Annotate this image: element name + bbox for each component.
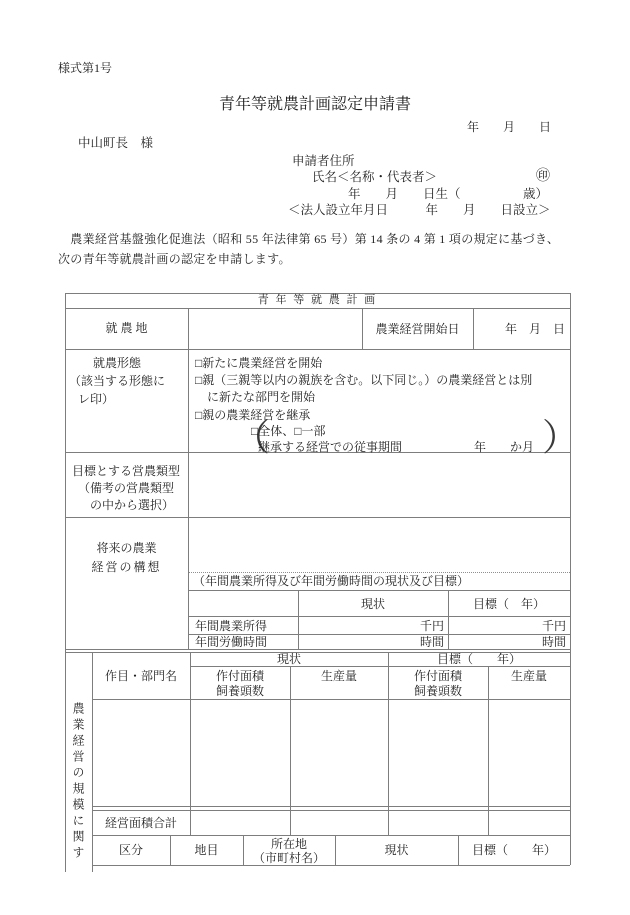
table-border (92, 835, 570, 836)
hours-target-unit: 時間 (541, 635, 566, 649)
table-border (92, 699, 570, 700)
birth-date-line: 年 月 日生（ 歳） (348, 187, 549, 201)
land-current-header: 現状 (384, 843, 409, 857)
kubun-header: 区分 (118, 843, 143, 857)
succession-line-1: □全体、□一部 (251, 424, 326, 438)
income-row-label: 年間農業所得 (195, 619, 268, 633)
table-border (190, 666, 570, 667)
table-border (92, 865, 570, 866)
form-number: 様式第1号 (58, 61, 113, 75)
scale-header-current: 現状 (276, 652, 301, 666)
seal-mark-icon: ㊞ (536, 169, 550, 184)
close-paren: ） (542, 418, 579, 459)
income-header-current: 現状 (360, 597, 385, 611)
start-date-label: 農業経営開始日 (375, 322, 460, 336)
farm-location-label: 就 農 地 (105, 321, 148, 335)
table-border (92, 806, 570, 807)
scale-side-label: 農業経営の規模に関す (71, 702, 85, 862)
table-border (290, 666, 291, 835)
applicant-name-label: 氏名＜名称・代表者＞ (312, 170, 438, 184)
farming-type-label-1: 就農形態 (93, 356, 142, 370)
scale-header-target: 目標（ 年） (436, 652, 521, 666)
table-border (570, 293, 571, 865)
table-border (488, 666, 489, 835)
income-current-unit: 千円 (419, 619, 444, 633)
succession-line-2: 継承する経営での従事期間 年 か月 (258, 440, 535, 454)
applicant-address-label: 申請者住所 (292, 154, 355, 168)
income-caption: （年間農業所得及び年間労働時間の現状及び目標） (193, 574, 470, 588)
current-heads-header: 飼養頭数 (215, 684, 264, 698)
income-header-target: 目標（ 年） (472, 597, 545, 611)
open-paren: （ (233, 418, 270, 459)
page-title: 青年等就農計画認定申請書 (218, 96, 411, 113)
item-column-header: 作目・部門名 (104, 669, 177, 683)
table-border (65, 308, 570, 309)
farming-type-option-2b: に新たな部門を開始 (195, 390, 316, 404)
body-paragraph-line2: 次の青年等就農計画の認定を申請します。 (58, 252, 291, 266)
category-label-2: （備考の営農類型 (78, 481, 175, 495)
category-label-3: の中から選択） (90, 498, 175, 512)
farming-type-option-1: □新たに農業経営を開始 (195, 356, 323, 370)
table-border (65, 649, 570, 650)
current-area-header: 作付面積 (215, 669, 264, 683)
table-title: 青 年 等 就 農 計 画 (257, 294, 378, 306)
target-production-header: 生産量 (510, 669, 547, 683)
total-area-label: 経営面積合計 (104, 816, 177, 830)
table-border (188, 616, 570, 617)
farming-type-option-2: □親（三親等以内の親族を含む。以下同じ。）の農業経営とは別 (195, 373, 533, 387)
addressee: 中山町長 様 (78, 136, 154, 150)
location-header-1: 所在地 (270, 837, 307, 851)
corporate-date-line: ＜法人設立年月日 年 月 日設立＞ (288, 203, 551, 217)
hours-row-label: 年間労働時間 (195, 635, 268, 649)
table-border (65, 293, 66, 872)
body-paragraph-line1: 農業経営基盤強化促進法（昭和 55 年法律第 65 号）第 14 条の 4 第 1 項の規定に基づき、 (58, 232, 560, 246)
table-border (92, 652, 93, 872)
farming-type-label-3: レ印） (78, 392, 115, 406)
table-border (65, 349, 570, 350)
table-border (188, 308, 189, 649)
future-plan-label-2: 経営の構想 (91, 560, 162, 574)
target-area-header: 作付面積 (413, 669, 462, 683)
table-border (65, 517, 570, 518)
date-line: 年 月 日 (467, 120, 552, 134)
table-border (188, 590, 570, 591)
hours-current-unit: 時間 (419, 635, 444, 649)
income-target-unit: 千円 (541, 619, 566, 633)
chimoku-header: 地目 (194, 843, 219, 857)
farming-type-label-2: （該当する形態に (69, 374, 166, 388)
future-plan-label-1: 将来の農業 (96, 541, 157, 555)
start-date-value: 年 月 日 (504, 322, 565, 336)
target-heads-header: 飼養頭数 (413, 684, 462, 698)
location-header-2: （市町村名） (252, 851, 325, 865)
table-border (92, 810, 570, 811)
land-target-header: 目標（ 年） (471, 843, 556, 857)
farming-type-option-3: □親の農業経営を継承 (195, 408, 311, 422)
dotted-divider (188, 572, 570, 573)
category-label-1: 目標とする営農類型 (72, 464, 181, 478)
current-production-header: 生産量 (320, 669, 357, 683)
